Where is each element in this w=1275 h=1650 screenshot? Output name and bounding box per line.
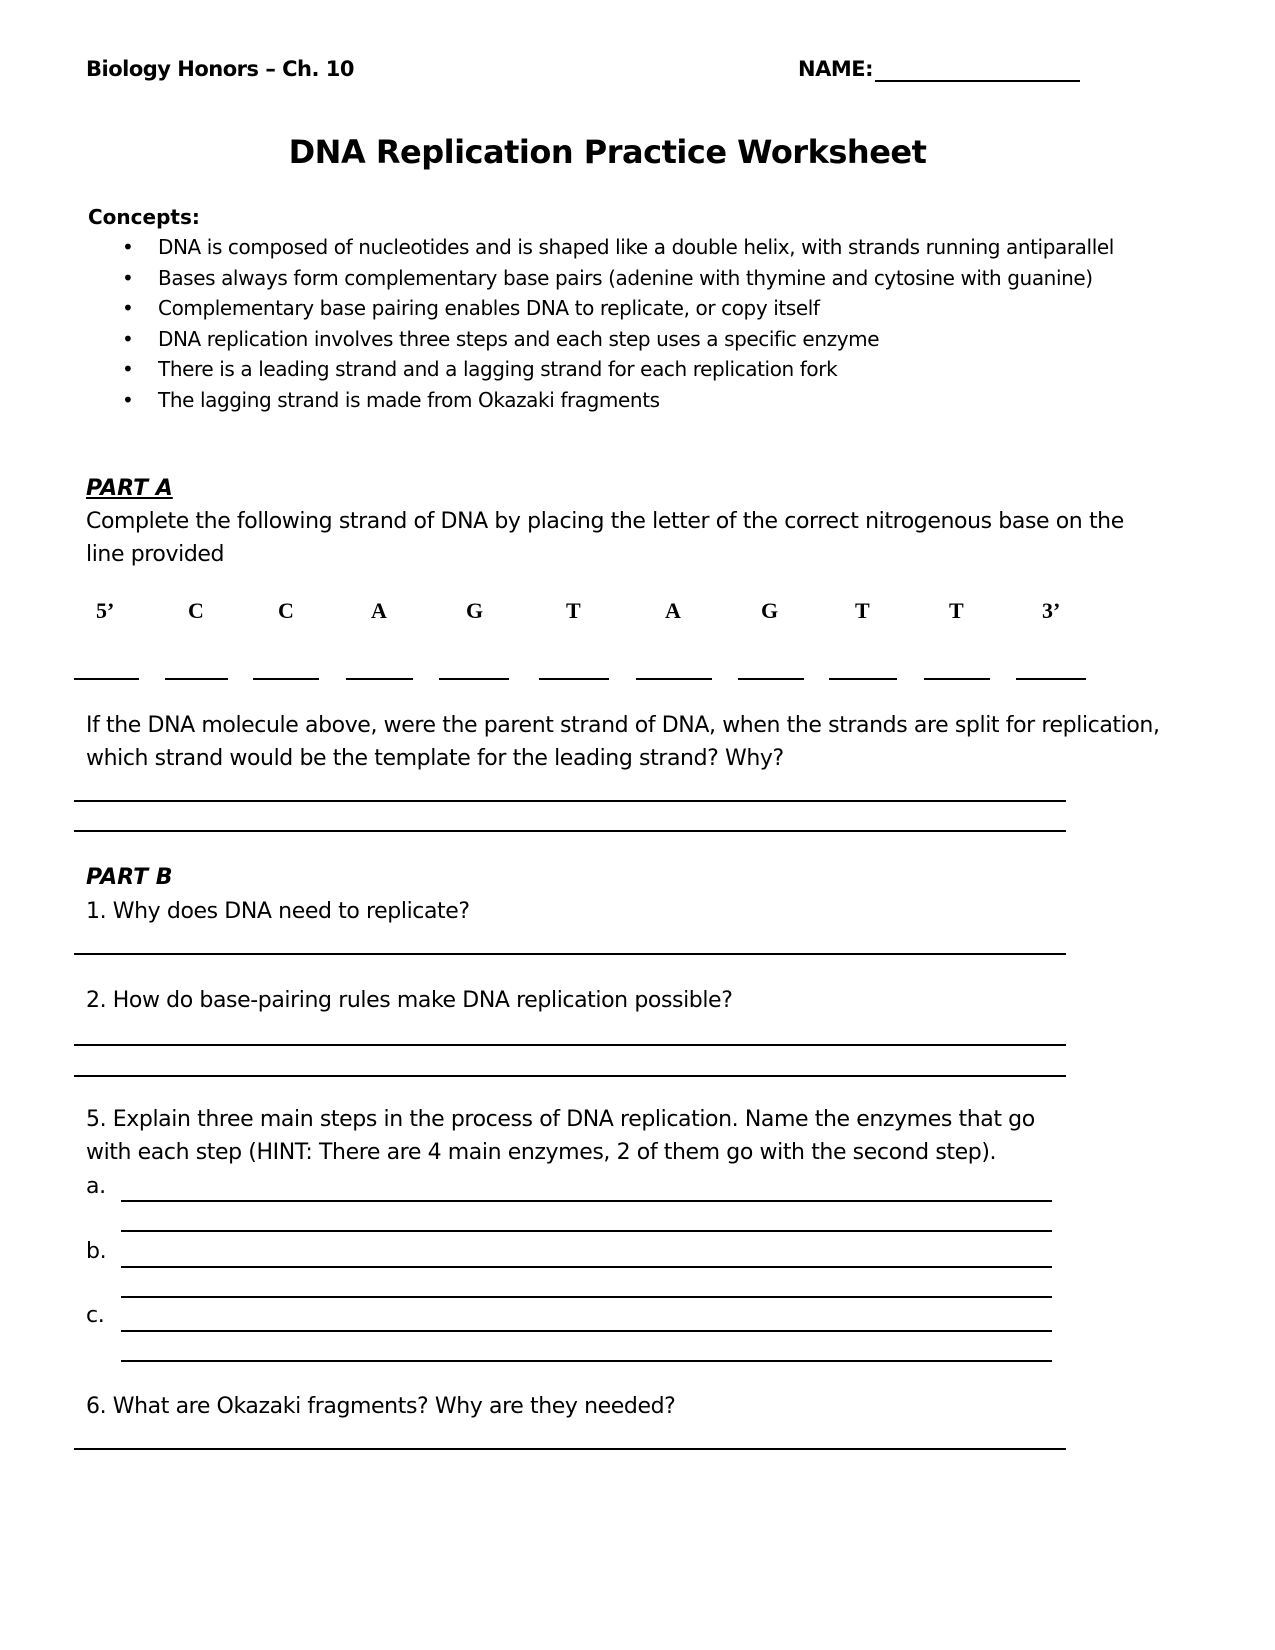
strand-base: T	[566, 598, 581, 623]
q5-label-a: a.	[86, 1174, 106, 1199]
answer-line[interactable]	[74, 1044, 1066, 1046]
question-2: 2. How do base-pairing rules make DNA replication possible?	[86, 988, 733, 1013]
answer-line[interactable]	[74, 953, 1066, 955]
strand-base: A	[371, 598, 387, 623]
strand-base: G	[466, 598, 484, 623]
question-1: 1. Why does DNA need to replicate?	[86, 899, 470, 924]
answer-line[interactable]	[121, 1230, 1052, 1232]
name-label: NAME:	[798, 57, 873, 81]
complement-blank[interactable]	[439, 678, 509, 680]
part-a-question: If the DNA molecule above, were the parent strand of DNA, when the strands are split for replication, which strand would be the template for the leading strand? Why?	[86, 713, 1160, 771]
q5-label-c: c.	[86, 1303, 105, 1328]
concept-item: • The lagging strand is made from Okazaki fragments	[120, 385, 1180, 416]
answer-line[interactable]	[121, 1330, 1052, 1332]
strand-base: G	[761, 598, 779, 623]
part-b-heading: PART B	[86, 865, 173, 890]
concept-item: • Bases always form complementary base pairs (adenine with thymine and cytosine with guanine)	[120, 263, 1180, 294]
strand-base: 3’	[1042, 598, 1061, 623]
strand-base: T	[855, 598, 870, 623]
strand-base: 5’	[96, 598, 115, 623]
answer-line[interactable]	[121, 1360, 1052, 1362]
answer-line[interactable]	[74, 1448, 1066, 1450]
concepts-heading: Concepts:	[88, 205, 200, 229]
name-input-line[interactable]	[875, 80, 1080, 82]
answer-line[interactable]	[121, 1200, 1052, 1202]
complement-blank[interactable]	[539, 678, 609, 680]
complement-blank[interactable]	[738, 678, 804, 680]
complement-blank[interactable]	[1016, 678, 1086, 680]
complement-blank[interactable]	[924, 678, 990, 680]
concepts-list	[120, 232, 1180, 415]
complement-blank[interactable]	[346, 678, 413, 680]
part-a-instructions: Complete the following strand of DNA by placing the letter of the correct nitrogenous base on the line provided	[86, 509, 1124, 567]
part-a-heading: PART A	[86, 476, 173, 501]
q5-label-b: b.	[86, 1239, 107, 1264]
concept-item: • DNA is composed of nucleotides and is shaped like a double helix, with strands running antiparallel	[120, 232, 1180, 263]
strand-base: C	[278, 598, 294, 623]
answer-line[interactable]	[121, 1296, 1052, 1298]
complement-blank[interactable]	[165, 678, 228, 680]
question-6: 6. What are Okazaki fragments? Why are they needed?	[86, 1394, 676, 1419]
answer-line[interactable]	[74, 1075, 1066, 1077]
page-title: DNA Replication Practice Worksheet	[288, 133, 927, 171]
answer-line[interactable]	[74, 800, 1066, 802]
complement-blank[interactable]	[636, 678, 712, 680]
concept-item: • Complementary base pairing enables DNA to replicate, or copy itself	[120, 293, 1180, 324]
strand-base: A	[665, 598, 681, 623]
concept-item: • DNA replication involves three steps and each step uses a specific enzyme	[120, 324, 1180, 355]
course-label: Biology Honors – Ch. 10	[86, 57, 355, 81]
answer-line[interactable]	[74, 830, 1066, 832]
complement-blank[interactable]	[253, 678, 319, 680]
answer-line[interactable]	[121, 1266, 1052, 1268]
question-5: 5. Explain three main steps in the process of DNA replication. Name the enzymes that go with each step (HINT: There are 4 main enzymes, 2 of them go with the second step).	[86, 1107, 1035, 1165]
complement-blank[interactable]	[829, 678, 897, 680]
complement-blank[interactable]	[74, 678, 139, 680]
strand-base: T	[949, 598, 964, 623]
concept-item: • There is a leading strand and a lagging strand for each replication fork	[120, 354, 1180, 385]
strand-base: C	[188, 598, 204, 623]
